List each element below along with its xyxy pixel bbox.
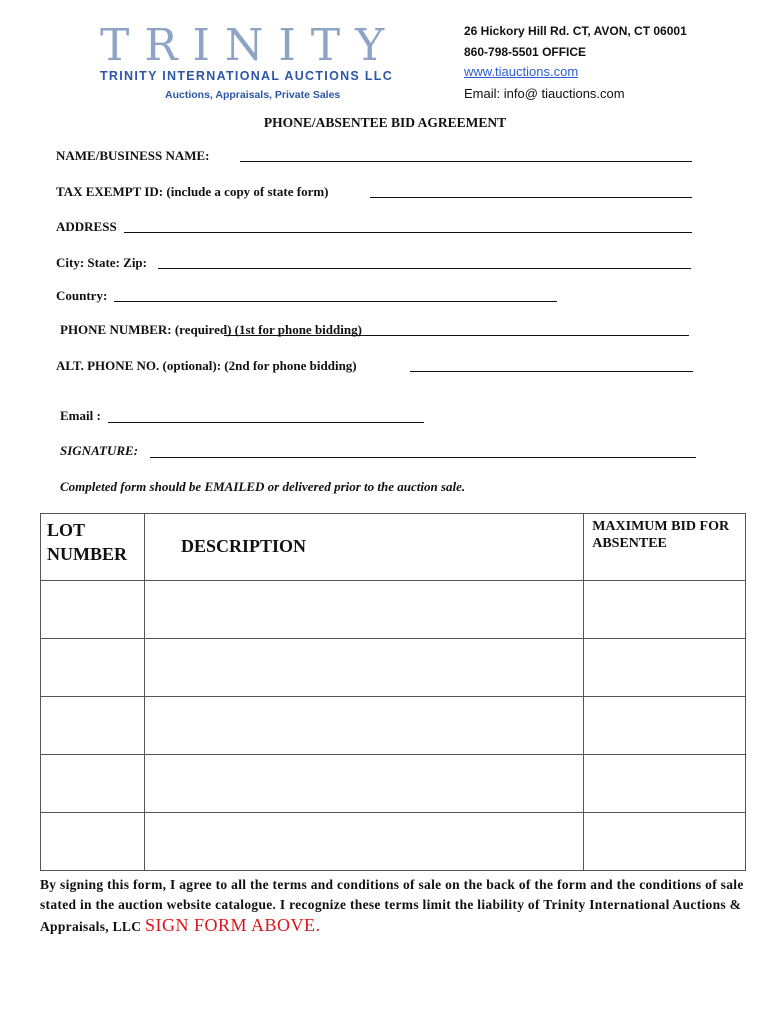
table-row [41,639,746,697]
max-bid-header: MAXIMUM BID FOR ABSENTEE [584,514,746,581]
contact-phone: 860-798-5501 OFFICE [464,45,587,59]
alt-phone-field[interactable] [410,371,693,372]
contact-address: 26 Hickory Hill Rd. CT, AVON, CT 06001 [464,24,687,38]
email-label: Email : [60,408,101,423]
lot-number-cell[interactable] [41,697,145,755]
lot-number-cell[interactable] [41,755,145,813]
phone-field[interactable] [224,335,689,336]
table-header-row [41,514,746,581]
lot-number-cell[interactable] [41,581,145,639]
description-cell[interactable] [144,639,583,697]
terms-paragraph [40,875,755,937]
signature-field[interactable] [150,457,696,458]
max-bid-cell[interactable] [584,639,746,697]
description-cell[interactable] [144,813,583,871]
table-row [41,581,746,639]
company-logo-wordmark: TRINITY [100,20,400,71]
description-cell[interactable] [144,697,583,755]
terms-text: By signing this form, I agree to all the terms and conditions of sale on the back of the form and the conditions of sale stated in the auction website catalogue. I recognize these terms limit the liability of Trinity International Auctions & Appraisals, LLC [40,877,744,934]
description-cell[interactable] [144,581,583,639]
address-field[interactable] [124,232,692,233]
description-cell[interactable] [144,755,583,813]
country-label: Country: [56,288,108,303]
lot-number-cell[interactable] [41,813,145,871]
company-logo-name: TRINITY INTERNATIONAL AUCTIONS LLC [100,69,394,83]
sign-form-note: SIGN FORM ABOVE. [144,915,321,935]
company-tagline: Auctions, Appraisals, Private Sales [165,89,341,101]
tax-id-field[interactable] [370,197,692,198]
tax-id-label: TAX EXEMPT ID: (include a copy of state form) [56,184,329,199]
bid-table [40,513,746,871]
city-state-zip-field[interactable] [158,268,691,269]
completion-notice: Completed form should be EMAILED or delivered prior to the auction sale. [60,479,466,494]
city-state-zip-label: City: State: Zip: [56,255,147,270]
form-title: PHONE/ABSENTEE BID AGREEMENT [263,115,507,130]
table-row [41,813,746,871]
max-bid-cell[interactable] [584,581,746,639]
name-label: NAME/BUSINESS NAME: [56,148,210,163]
max-bid-cell[interactable] [584,813,746,871]
lot-number-cell[interactable] [41,639,145,697]
max-bid-cell[interactable] [584,697,746,755]
alt-phone-label: ALT. PHONE NO. (optional): (2nd for phone bidding) [56,358,357,373]
table-row [41,697,746,755]
name-field[interactable] [240,161,692,162]
max-bid-cell[interactable] [584,755,746,813]
phone-label: PHONE NUMBER: (required) (1st for phone bidding) [60,322,362,337]
table-row [41,755,746,813]
email-field[interactable] [108,422,424,423]
lot-number-header: LOT NUMBER [41,514,145,581]
signature-label: SIGNATURE: [60,443,139,458]
website-link[interactable]: www.tiauctions.com [464,64,579,79]
description-header: DESCRIPTION [144,514,583,581]
address-label: ADDRESS [56,219,117,234]
country-field[interactable] [114,301,557,302]
contact-email: Email: info@ tiauctions.com [464,86,625,101]
